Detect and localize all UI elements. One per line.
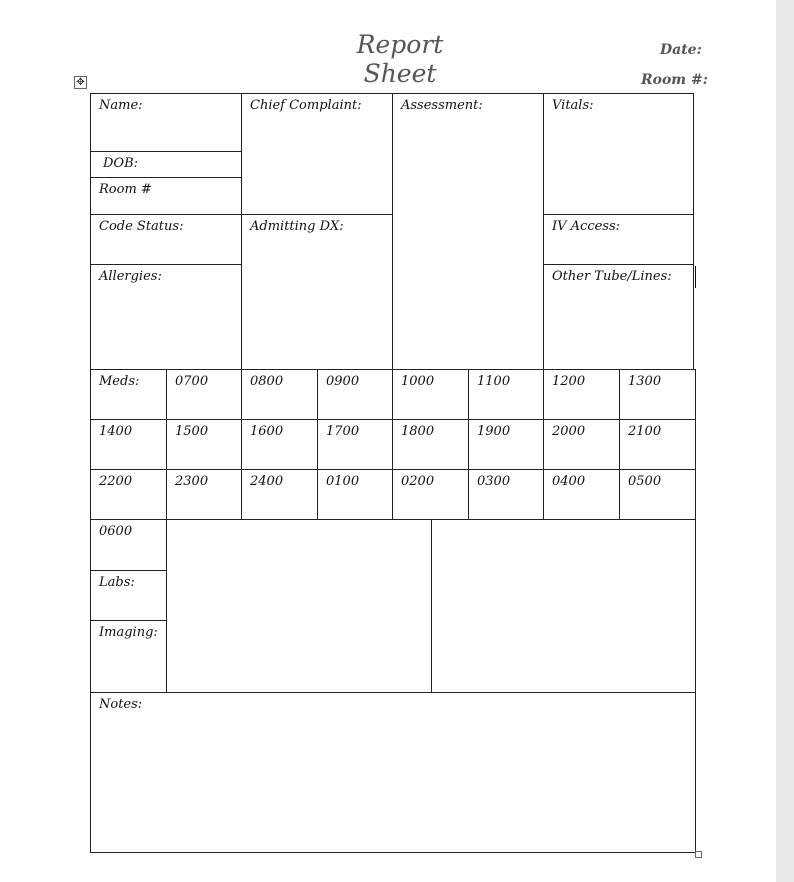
notes-cell[interactable]	[90, 692, 696, 853]
med-time-cell[interactable]	[392, 369, 469, 420]
med-time-label: 0900	[326, 374, 360, 389]
med-time-label: 2400	[250, 474, 284, 489]
med-time-cell[interactable]	[468, 419, 544, 470]
imaging-cell[interactable]	[90, 620, 167, 693]
med-time-cell[interactable]	[468, 369, 544, 420]
assessment-cell[interactable]	[392, 93, 544, 370]
vitals-cell[interactable]	[543, 93, 694, 215]
labs-label: Labs:	[99, 575, 135, 590]
chief-complaint-cell[interactable]	[241, 93, 393, 215]
med-time-label: 2200	[99, 474, 133, 489]
code-status-cell[interactable]	[90, 214, 242, 265]
med-time-cell[interactable]	[241, 469, 318, 520]
imaging-entry-cell[interactable]	[431, 519, 696, 693]
med-time-cell[interactable]	[241, 369, 318, 420]
med-time-cell[interactable]	[619, 369, 696, 420]
med-time-label: 1900	[477, 424, 511, 439]
code-status-label: Code Status:	[99, 219, 184, 234]
med-time-label: 1300	[628, 374, 662, 389]
med-time-cell[interactable]	[543, 419, 620, 470]
med-time-cell[interactable]	[468, 469, 544, 520]
dob-label: DOB:	[103, 156, 139, 171]
med-time-label: 0600	[99, 524, 133, 539]
med-time-label: 1400	[99, 424, 133, 439]
imaging-label: Imaging:	[99, 625, 158, 640]
med-time-cell[interactable]	[241, 419, 318, 470]
med-time-label: 0800	[250, 374, 284, 389]
table-move-icon[interactable]: ✥	[74, 76, 87, 89]
med-time-label: 0300	[477, 474, 511, 489]
med-time-label: 2300	[175, 474, 209, 489]
med-time-label: 1200	[552, 374, 586, 389]
page-gutter	[776, 0, 794, 882]
med-time-label: 0500	[628, 474, 662, 489]
admitting-dx-cell[interactable]	[241, 214, 393, 370]
med-time-cell[interactable]	[392, 469, 469, 520]
med-time-cell[interactable]	[619, 469, 696, 520]
other-tubes-label: Other Tube/Lines:	[552, 269, 672, 284]
name-cell[interactable]	[90, 93, 242, 152]
assessment-label: Assessment:	[401, 98, 483, 113]
med-time-cell[interactable]	[166, 419, 242, 470]
med-time-cell[interactable]	[90, 519, 167, 571]
med-time-label: 2100	[628, 424, 662, 439]
med-time-label: 0100	[326, 474, 360, 489]
med-time-label: 2000	[552, 424, 586, 439]
med-time-cell[interactable]	[392, 419, 469, 470]
other-tubes-cell[interactable]	[543, 264, 694, 370]
date-label: Date:	[660, 42, 702, 58]
med-time-label: 1800	[401, 424, 435, 439]
name-label: Name:	[99, 98, 143, 113]
iv-access-label: IV Access:	[552, 219, 621, 234]
med-time-cell[interactable]	[619, 419, 696, 470]
table-resize-handle[interactable]	[695, 851, 702, 858]
med-time-label: 1600	[250, 424, 284, 439]
labs-cell[interactable]	[90, 570, 167, 621]
page-title: Report Sheet	[356, 30, 444, 88]
admitting-dx-label: Admitting DX:	[250, 219, 344, 234]
med-time-cell[interactable]	[166, 469, 242, 520]
med-time-cell[interactable]	[543, 469, 620, 520]
room-cell[interactable]	[90, 177, 242, 215]
text-cursor	[695, 266, 696, 288]
labs-entry-cell[interactable]	[166, 519, 432, 693]
room-number-label: Room #	[99, 182, 152, 197]
med-time-cell[interactable]	[90, 419, 167, 470]
med-time-label: 1700	[326, 424, 360, 439]
iv-access-cell[interactable]	[543, 214, 694, 265]
vitals-label: Vitals:	[552, 98, 594, 113]
room-label: Room #:	[641, 72, 708, 88]
med-time-cell[interactable]	[317, 369, 393, 420]
med-time-label: 0700	[175, 374, 209, 389]
notes-label: Notes:	[99, 697, 143, 712]
med-time-cell[interactable]	[543, 369, 620, 420]
allergies-cell[interactable]	[90, 264, 242, 370]
med-time-cell[interactable]	[90, 469, 167, 520]
allergies-label: Allergies:	[99, 269, 162, 284]
med-time-label: 1500	[175, 424, 209, 439]
med-time-label: 1000	[401, 374, 435, 389]
med-time-cell[interactable]	[317, 469, 393, 520]
med-time-label: 0200	[401, 474, 435, 489]
med-time-cell[interactable]	[317, 419, 393, 470]
meds-label: Meds:	[99, 374, 140, 389]
med-time-label: 1100	[477, 374, 511, 389]
meds-cell[interactable]	[90, 369, 167, 420]
chief-complaint-label: Chief Complaint:	[250, 98, 362, 113]
med-time-label: 0400	[552, 474, 586, 489]
dob-cell[interactable]	[90, 151, 242, 178]
med-time-cell[interactable]	[166, 369, 242, 420]
